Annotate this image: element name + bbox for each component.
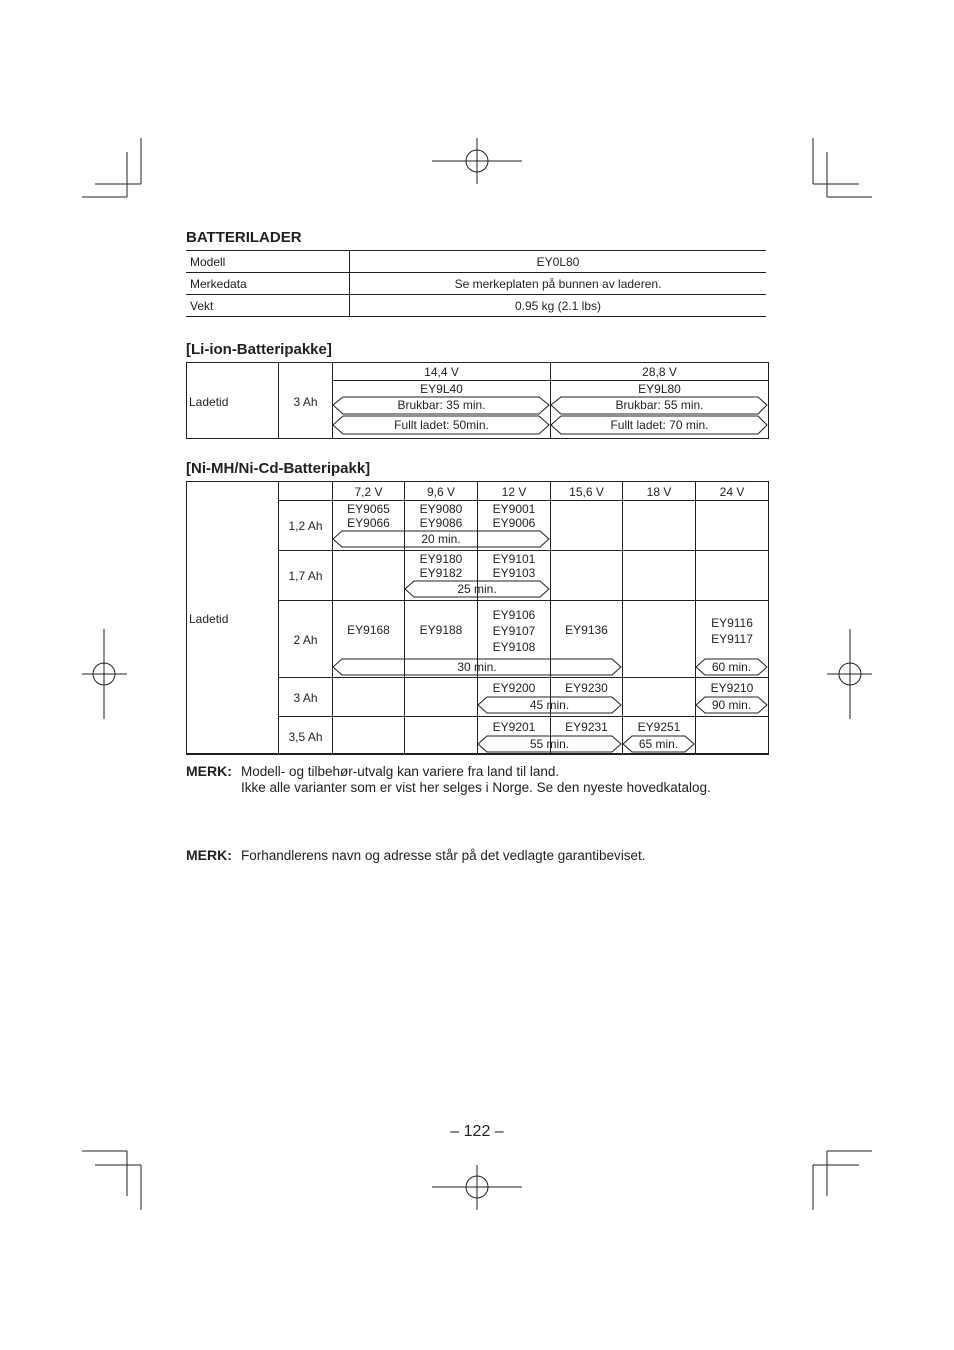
- charge-time: 45 min.: [529, 698, 570, 712]
- charge-time: 65 min.: [638, 737, 679, 751]
- spec-key: Merkedata: [186, 273, 350, 295]
- nimh-voltage: 9,6 V: [426, 485, 456, 499]
- nimh-row-label: Ladetid: [189, 612, 229, 626]
- battery-models: EY9136: [565, 623, 608, 637]
- battery-models: EY9065 EY9066: [347, 502, 390, 530]
- note-1-line-2: Ikke alle varianter som er vist her selges i Norge. Se den nyeste hovedkatalog.: [241, 780, 711, 795]
- liion-capacity: 3 Ah: [293, 395, 318, 409]
- liion-voltage: 28,8 V: [642, 365, 677, 379]
- spec-value: EY0L80: [350, 251, 767, 273]
- note-2-line-1: Forhandlerens navn og adresse står på det vedlagte garantibeviset.: [241, 848, 646, 863]
- battery-models: EY9001 EY9006: [492, 502, 536, 530]
- note-1-line-1: Modell- og tilbehør-utvalg kan variere fra land til land.: [241, 764, 560, 779]
- battery-models: EY9201: [492, 720, 536, 734]
- battery-models: EY9080 EY9086: [419, 502, 463, 530]
- liion-usable-time: Brukbar: 35 min.: [397, 398, 486, 412]
- nimh-capacity: 3 Ah: [293, 691, 318, 705]
- nimh-capacity: 2 Ah: [293, 633, 318, 647]
- charge-time: 20 min.: [421, 532, 461, 546]
- battery-models: EY9200: [492, 681, 536, 695]
- note-label: MERK:: [186, 847, 232, 863]
- nimh-voltage: 12 V: [501, 485, 527, 499]
- battery-models: EY9188: [419, 623, 463, 637]
- note-1: [186, 763, 232, 780]
- battery-models: EY9231: [565, 720, 608, 734]
- liion-full-time: Fullt ladet: 50min.: [394, 418, 489, 432]
- spec-value: Se merkeplaten på bunnen av laderen.: [350, 273, 767, 295]
- charge-time: 25 min.: [457, 582, 497, 596]
- section-heading: BATTERILADER: [186, 229, 302, 246]
- battery-models: EY9210: [710, 681, 754, 695]
- liion-row-label: Ladetid: [189, 395, 229, 409]
- spec-key: Vekt: [186, 295, 350, 317]
- note-2: [186, 847, 232, 864]
- charge-time: 30 min.: [457, 660, 497, 674]
- spec-key: Modell: [186, 251, 350, 273]
- liion-voltage: 14,4 V: [424, 365, 459, 379]
- liion-usable-time: Brukbar: 55 min.: [615, 398, 704, 412]
- charge-time: 60 min.: [711, 660, 752, 674]
- battery-models: EY9106 EY9107 EY9108: [492, 608, 536, 654]
- charge-time: 55 min.: [529, 737, 570, 751]
- nimh-voltage: 15,6 V: [569, 485, 604, 499]
- battery-models: EY9180 EY9182: [419, 552, 463, 580]
- nimh-capacity: 1,2 Ah: [288, 519, 323, 533]
- battery-models: EY9168: [347, 623, 390, 637]
- nimh-title: [Ni-MH/Ni-Cd-Batteripakk]: [186, 460, 371, 477]
- charge-time: 90 min.: [711, 698, 752, 712]
- liion-model: EY9L80: [638, 382, 681, 396]
- liion-model: EY9L40: [420, 382, 463, 396]
- nimh-capacity: 1,7 Ah: [288, 569, 323, 583]
- nimh-voltage: 18 V: [646, 485, 672, 499]
- page-number: – 122 –: [450, 1123, 504, 1140]
- nimh-voltage: 24 V: [719, 485, 745, 499]
- nimh-voltage: 7,2 V: [354, 485, 383, 499]
- battery-models: EY9230: [565, 681, 608, 695]
- battery-models: EY9116 EY9117: [711, 616, 753, 646]
- battery-models: EY9101 EY9103: [492, 552, 536, 580]
- battery-models: EY9251: [637, 720, 681, 734]
- nimh-capacity: 3,5 Ah: [288, 730, 323, 744]
- liion-title: [Li-ion-Batteripakke]: [186, 341, 332, 358]
- spec-value: 0.95 kg (2.1 lbs): [350, 295, 767, 317]
- liion-full-time: Fullt ladet: 70 min.: [610, 418, 709, 432]
- note-label: MERK:: [186, 763, 232, 779]
